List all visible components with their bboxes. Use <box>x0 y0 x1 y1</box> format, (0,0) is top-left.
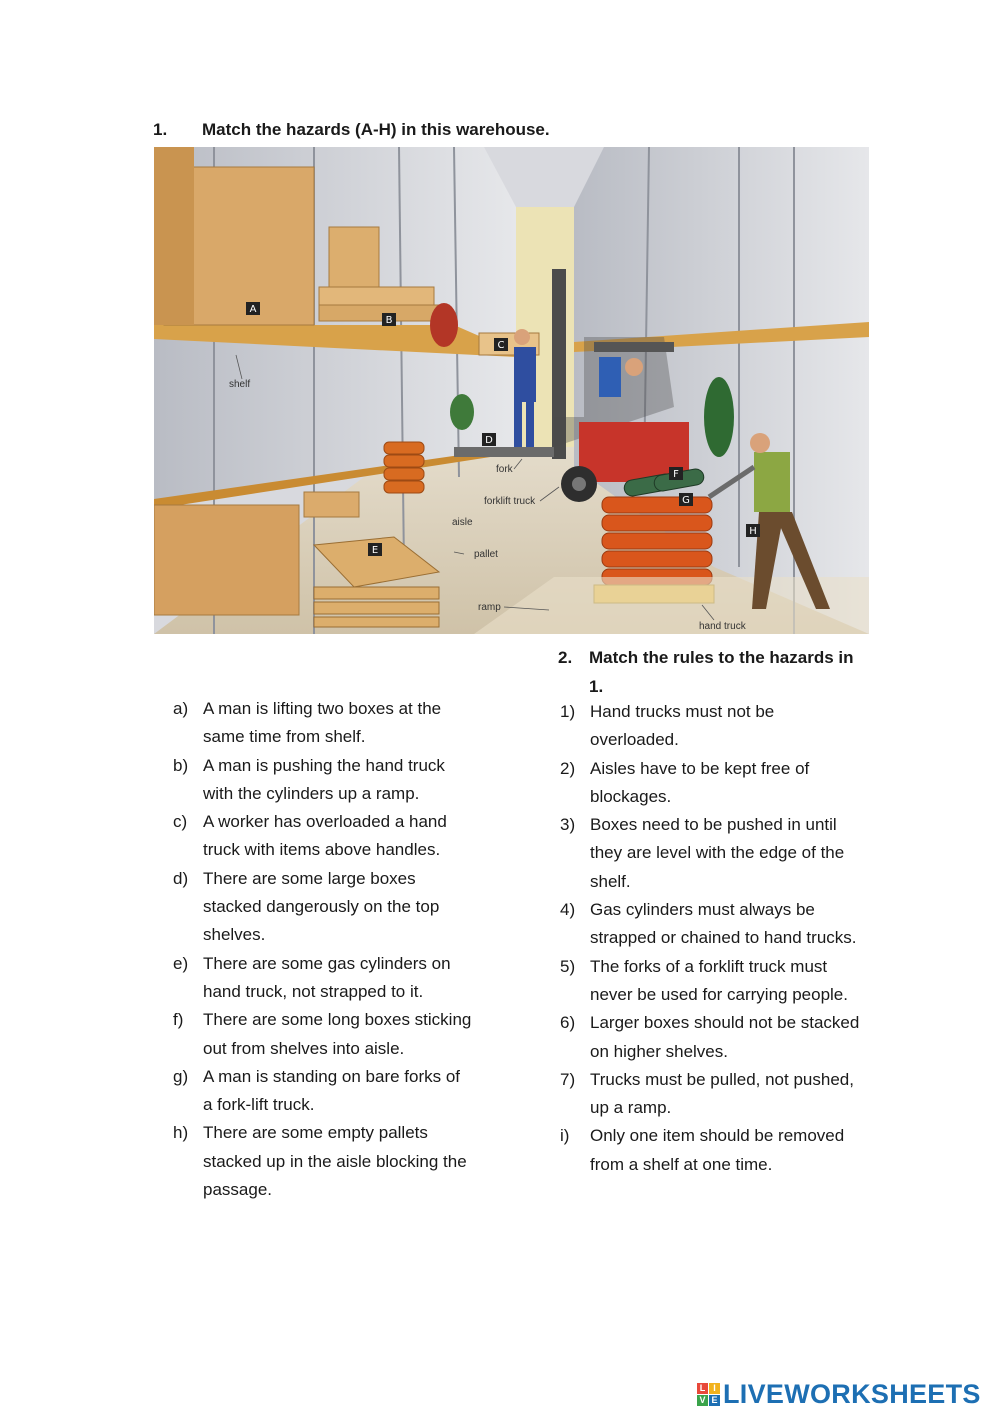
label-hand-truck: hand truck <box>699 621 746 632</box>
list-text: Trucks must be pulled, not pushed, up a ramp. <box>590 1069 854 1118</box>
hazard-list <box>173 695 473 1204</box>
list-marker: 5) <box>560 956 576 976</box>
list-text: Aisles have to be kept free of blockages. <box>590 758 810 806</box>
list-marker: a) <box>173 699 189 718</box>
list-item <box>173 1063 473 1120</box>
list-text: A man is pushing the hand truck with the cylinders up a ramp. <box>203 755 445 803</box>
logo-letter: V <box>697 1395 708 1406</box>
question-title: Match the hazards (A-H) in this warehouse. <box>202 120 550 139</box>
list-marker: g) <box>173 1066 189 1086</box>
list-marker: c) <box>173 812 188 832</box>
question-title: Match the rules to the hazards in 1. <box>589 648 854 696</box>
list-item <box>173 695 473 752</box>
list-item <box>560 896 860 953</box>
list-text: A man is lifting two boxes at the same time from shelf. <box>203 699 442 747</box>
label-aisle: aisle <box>452 517 473 528</box>
list-item <box>173 950 473 1007</box>
list-item <box>560 1066 860 1123</box>
list-text: There are some gas cylinders on hand truck, not strapped to it. <box>203 953 451 1001</box>
list-marker: 6) <box>560 1013 576 1033</box>
list-marker: d) <box>173 868 189 888</box>
logo-letter: E <box>709 1395 720 1406</box>
list-text: Larger boxes should not be stacked on higher shelves. <box>590 1013 860 1061</box>
list-marker: i) <box>560 1126 570 1146</box>
list-item <box>173 865 473 950</box>
list-text: Hand trucks must not be overloaded. <box>590 702 775 750</box>
rule-list <box>560 698 860 1179</box>
list-item <box>560 953 860 1010</box>
list-text: There are some empty pallets stacked up in the aisle blocking the passage. <box>203 1123 467 1200</box>
logo-letter: I <box>709 1383 720 1394</box>
list-item <box>173 1119 473 1204</box>
list-item <box>560 1122 860 1179</box>
hazard-label-h: H <box>749 526 757 537</box>
list-marker: 4) <box>560 900 576 920</box>
list-item <box>560 1009 860 1066</box>
question-number: 1. <box>153 120 168 139</box>
list-item <box>173 808 473 865</box>
list-item <box>560 811 860 896</box>
question-1-heading <box>153 120 550 140</box>
list-item <box>560 755 860 812</box>
list-marker: f) <box>173 1010 184 1030</box>
overloaded-sacks <box>602 497 712 585</box>
list-marker: 3) <box>560 815 576 835</box>
list-item <box>173 752 473 809</box>
worker-pushing <box>754 452 790 512</box>
list-marker: e) <box>173 953 189 973</box>
label-pallet: pallet <box>474 549 498 560</box>
label-ramp: ramp <box>478 602 501 613</box>
warehouse-illustration <box>154 147 869 634</box>
logo-icon <box>697 1383 720 1406</box>
hazard-label-f: F <box>673 469 679 480</box>
forklift-driver <box>599 357 621 397</box>
hazard-label-d: D <box>485 435 493 446</box>
hazard-label-a: A <box>249 304 257 315</box>
list-text: There are some large boxes stacked dangerously on the top shelves. <box>203 868 440 945</box>
list-marker: 1) <box>560 702 576 721</box>
hazard-label-g: G <box>682 495 690 506</box>
hazard-label-e: E <box>371 545 379 556</box>
forklift-fork <box>454 447 554 457</box>
list-marker: b) <box>173 755 189 775</box>
question-2-heading <box>558 644 868 701</box>
list-item <box>173 1006 473 1063</box>
label-shelf: shelf <box>229 379 251 390</box>
hazard-label-c: C <box>497 340 505 351</box>
list-text: A man is standing on bare forks of a fork-lift truck. <box>203 1066 461 1115</box>
list-text: Gas cylinders must always be strapped or chained to hand trucks. <box>590 900 857 948</box>
list-text: Only one item should be removed from a shelf at one time. <box>590 1126 845 1174</box>
question-number: 2. <box>558 648 573 667</box>
list-text: The forks of a forklift truck must never be used for carrying people. <box>590 956 848 1004</box>
worker-on-forks <box>514 347 536 402</box>
list-text: There are some long boxes sticking out from shelves into aisle. <box>203 1010 472 1058</box>
list-marker: 2) <box>560 758 576 778</box>
list-text: Boxes need to be pushed in until they are level with the edge of the shelf. <box>590 815 845 891</box>
list-marker: 7) <box>560 1069 576 1089</box>
liveworksheets-logo[interactable] <box>697 1378 981 1410</box>
list-item <box>560 698 860 755</box>
label-fork: fork <box>496 464 513 475</box>
hazard-label-b: B <box>385 315 393 326</box>
list-marker: h) <box>173 1123 189 1143</box>
list-text: A worker has overloaded a hand truck with items above handles. <box>203 812 447 860</box>
long-box <box>319 287 434 305</box>
label-forklift-truck: forklift truck <box>484 496 536 507</box>
brand-name: LIVEWORKSHEETS <box>723 1378 981 1409</box>
logo-letter: L <box>697 1383 708 1394</box>
